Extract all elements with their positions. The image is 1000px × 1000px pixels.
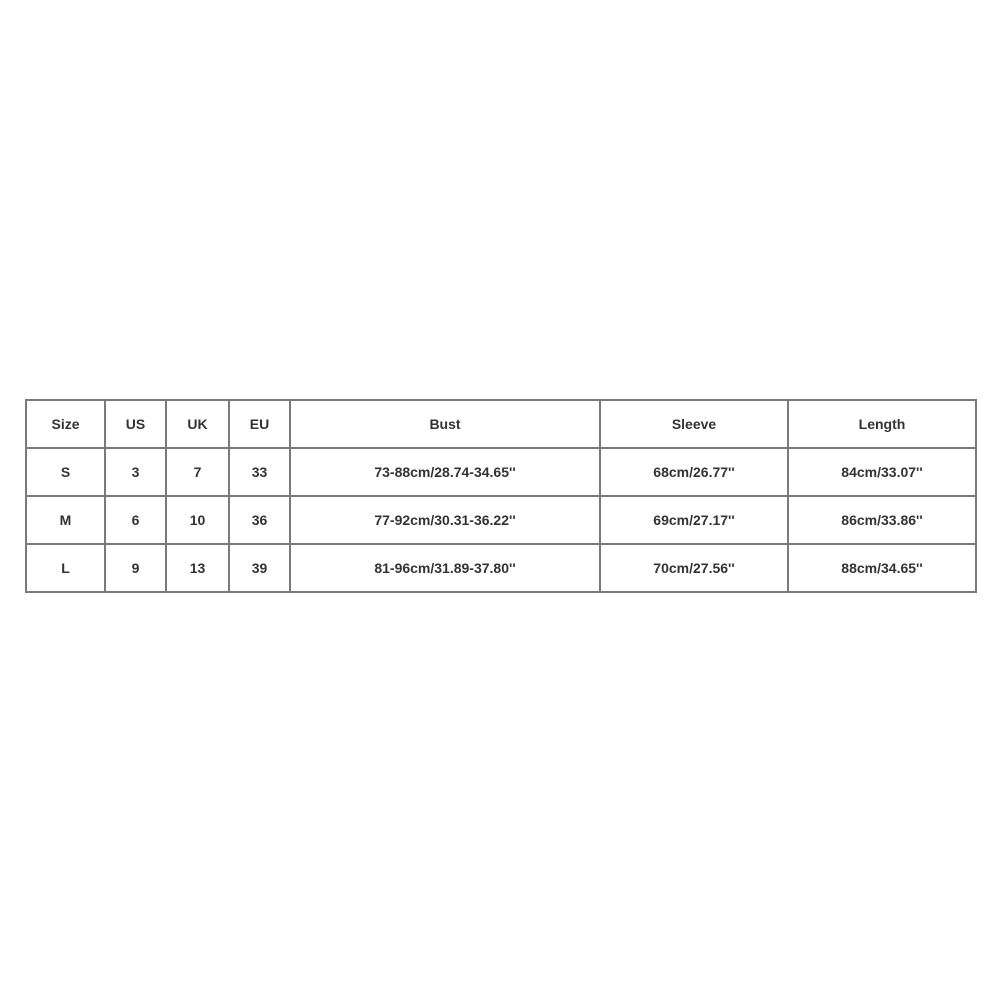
cell-eu: 39 [229, 544, 290, 592]
cell-length: 86cm/33.86'' [788, 496, 976, 544]
table-row [26, 448, 976, 496]
cell-sleeve: 68cm/26.77'' [600, 448, 788, 496]
cell-uk: 10 [166, 496, 229, 544]
cell-us: 3 [105, 448, 166, 496]
cell-bust: 81-96cm/31.89-37.80'' [290, 544, 600, 592]
header-bust: Bust [290, 400, 600, 448]
cell-bust: 73-88cm/28.74-34.65'' [290, 448, 600, 496]
cell-size: L [26, 544, 105, 592]
header-sleeve: Sleeve [600, 400, 788, 448]
cell-size: M [26, 496, 105, 544]
cell-bust: 77-92cm/30.31-36.22'' [290, 496, 600, 544]
cell-length: 84cm/33.07'' [788, 448, 976, 496]
cell-us: 9 [105, 544, 166, 592]
header-eu: EU [229, 400, 290, 448]
header-size: Size [26, 400, 105, 448]
table-row [26, 544, 976, 592]
size-chart-table [25, 399, 977, 593]
header-us: US [105, 400, 166, 448]
header-uk: UK [166, 400, 229, 448]
cell-eu: 36 [229, 496, 290, 544]
cell-size: S [26, 448, 105, 496]
cell-length: 88cm/34.65'' [788, 544, 976, 592]
cell-uk: 7 [166, 448, 229, 496]
cell-eu: 33 [229, 448, 290, 496]
header-length: Length [788, 400, 976, 448]
cell-us: 6 [105, 496, 166, 544]
cell-sleeve: 69cm/27.17'' [600, 496, 788, 544]
cell-uk: 13 [166, 544, 229, 592]
table-row [26, 496, 976, 544]
cell-sleeve: 70cm/27.56'' [600, 544, 788, 592]
header-row [26, 400, 976, 448]
